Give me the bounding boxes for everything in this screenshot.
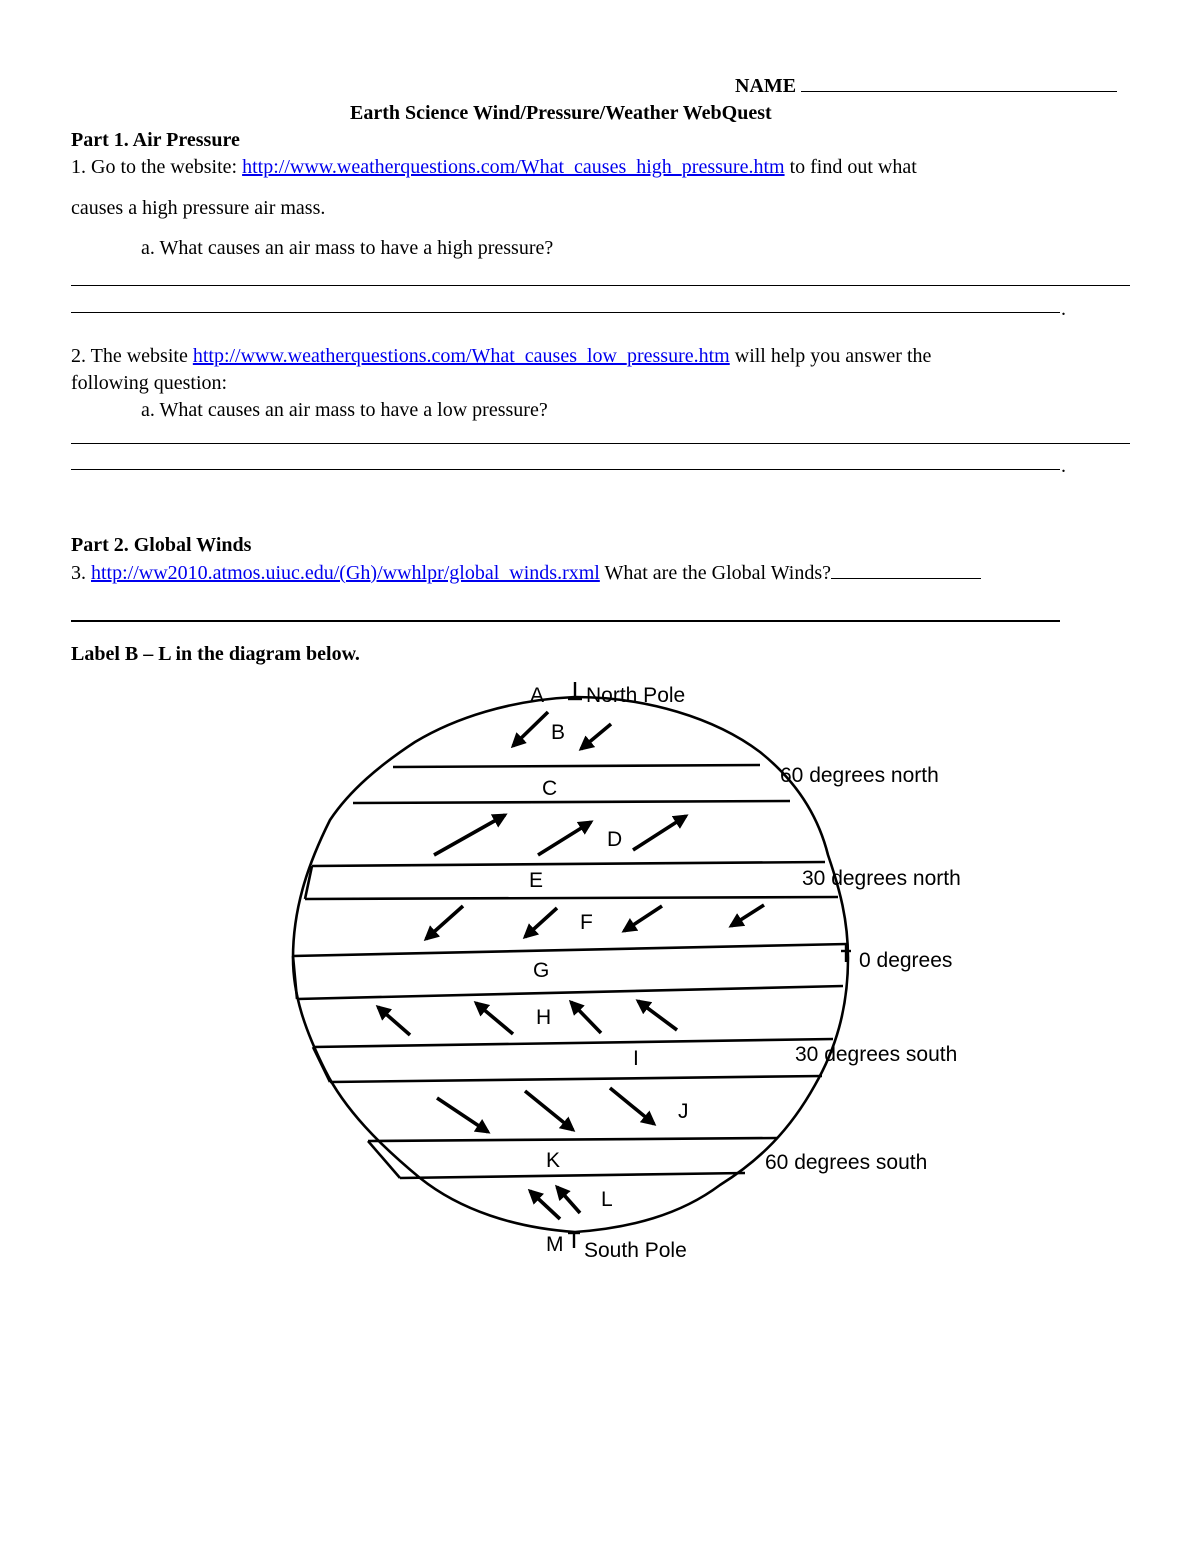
band-line [313,1039,833,1047]
arrow-polar-north [581,724,611,749]
band-line [293,944,847,956]
letter-g: G [533,959,550,982]
arrow-trade-north [426,906,463,939]
band-line [313,1047,330,1082]
letter-h: H [536,1006,552,1029]
letter-f: F [580,911,593,934]
band-line [305,897,838,899]
q1-line2: causes a high pressure air mass. [71,197,326,219]
label-30-south: 30 degrees south [795,1043,958,1066]
arrow-trade-south [571,1002,601,1033]
letter-c: C [542,777,558,800]
arrow-westerly-north [434,815,505,855]
period-2: . [1061,455,1066,477]
region-letters [529,684,689,1256]
question-1a: a. What causes an air mass to have a high pressure? [141,237,554,259]
part2-heading: Part 2. Global Winds [71,534,252,556]
q2-suffix: will help you answer the [729,345,932,367]
arrow-trade-south [476,1003,513,1034]
q1-prefix: 1. Go to the website: [71,156,243,178]
name-label: NAME [735,75,797,97]
band-line [393,765,760,767]
arrow-polar-south [557,1187,580,1213]
wind-arrows [378,712,764,1219]
label-south-pole: South Pole [584,1239,687,1262]
q2-line2: following question: [71,372,228,394]
letter-d: D [607,828,623,851]
period-1: . [1061,298,1066,320]
arrow-polar-north [513,712,548,746]
q3-link[interactable]: http://ww2010.atmos.uiuc.edu/(Gh)/wwhlpr/global_winds.rxml [91,562,600,584]
letter-l: L [601,1188,613,1211]
letter-j: J [678,1100,689,1123]
arrow-westerly-south [437,1098,488,1132]
label-60-south: 60 degrees south [765,1151,928,1174]
q3-suffix: What are the Global Winds? [599,562,832,584]
band-line [368,1138,778,1141]
arrow-trade-north [731,905,764,926]
band-line [312,862,825,866]
band-line [353,801,790,803]
arrow-westerly-south [610,1088,654,1124]
arrow-trade-south [378,1007,410,1035]
label-north-pole: North Pole [586,684,686,707]
letter-m: M [546,1233,564,1256]
question-2a: a. What causes an air mass to have a low pressure? [141,399,548,421]
q3-prefix: 3. [71,562,91,584]
page-title: Earth Science Wind/Pressure/Weather WebQuest [350,102,772,124]
label-30-north: 30 degrees north [802,867,961,890]
arrow-westerly-north [633,816,686,850]
letter-k: K [546,1149,561,1172]
q1-link[interactable]: http://www.weatherquestions.com/What_causes_high_pressure.htm [242,156,785,178]
letter-e: E [529,869,544,892]
q2-prefix: 2. The website [71,345,193,367]
label-60-north: 60 degrees north [780,764,939,787]
arrow-polar-south [530,1191,560,1219]
label-equator: 0 degrees [859,949,953,972]
label-instruction: Label B – L in the diagram below. [71,643,360,665]
part1-heading: Part 1. Air Pressure [71,129,240,151]
q2-link[interactable]: http://www.weatherquestions.com/What_causes_low_pressure.htm [192,345,730,367]
letter-b: B [551,721,566,744]
letter-a: A [530,684,545,707]
letter-i: I [633,1047,639,1070]
arrow-westerly-north [538,822,591,855]
arrow-trade-north [525,908,557,937]
arrow-trade-north [624,906,662,931]
band-line [400,1173,745,1178]
band-line [330,1076,822,1082]
arrow-trade-south [638,1001,677,1030]
latitude-lines [293,765,847,1178]
q1-suffix: to find out what [784,156,917,178]
band-line [297,986,843,999]
arrow-westerly-south [525,1091,573,1130]
